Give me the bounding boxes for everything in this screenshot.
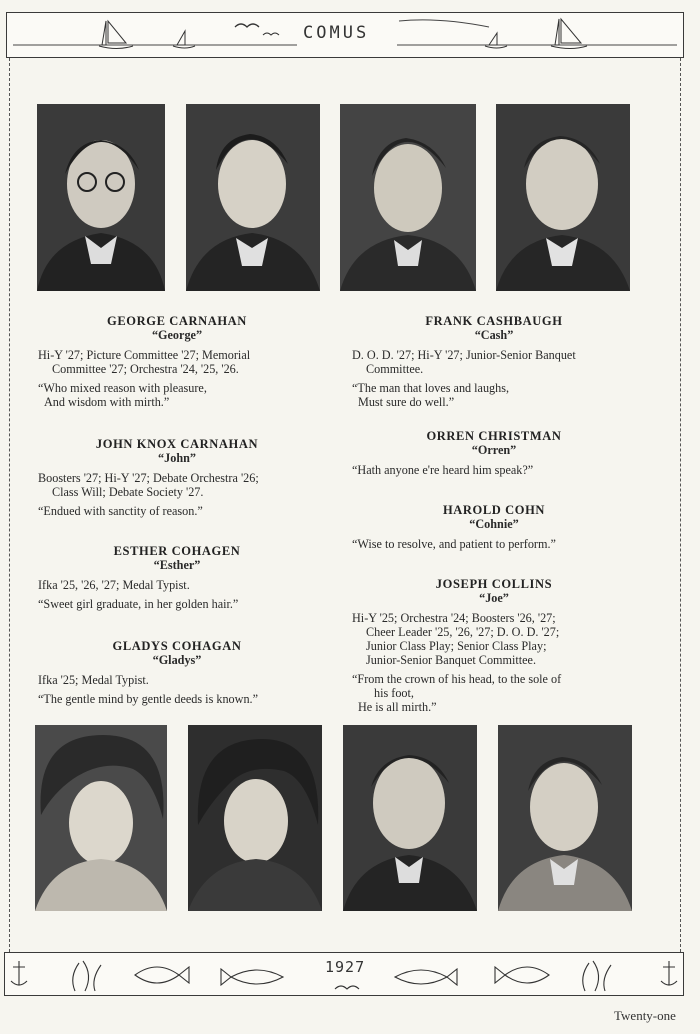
student-quote: “The man that loves and laughs, Must sure do well.”	[352, 381, 510, 409]
student-name: FRANK CASHBAUGH	[425, 314, 563, 328]
student-quote: “The gentle mind by gentle deeds is known.”	[38, 692, 258, 706]
student-activities: Ifka '25; Medal Typist.	[38, 673, 149, 687]
student-entry	[38, 544, 316, 611]
student-entry	[38, 639, 316, 706]
student-name: ESTHER COHAGEN	[113, 544, 241, 558]
student-activities: Boosters '27; Hi-Y '27; Debate Orchestra '26; Class Will; Debate Society '27.	[38, 471, 259, 499]
student-entry	[352, 429, 636, 477]
student-name: JOHN KNOX CARNAHAN	[95, 437, 259, 451]
right-border-dashes	[680, 58, 681, 952]
student-name: ORREN CHRISTMAN	[426, 429, 562, 443]
student-nickname: “John”	[158, 451, 196, 465]
portrait-photo	[340, 104, 476, 291]
student-activities: Ifka '25, '26, '27; Medal Typist.	[38, 578, 190, 592]
portrait-photo	[343, 725, 477, 911]
student-nickname: “Joe”	[479, 591, 509, 605]
student-name: HAROLD COHN	[442, 503, 546, 517]
portrait-photo	[186, 104, 320, 291]
student-nickname: “Cash”	[474, 328, 514, 342]
student-quote: “Sweet girl graduate, in her golden hair.”	[38, 597, 239, 611]
student-quote: “Wise to resolve, and patient to perform.”	[352, 537, 556, 551]
portrait-photo	[496, 104, 630, 291]
student-nickname: “Orren”	[471, 443, 517, 457]
portrait-photo	[498, 725, 632, 911]
student-quote: “From the crown of his head, to the sole of his foot, He is all mirth.”	[352, 672, 562, 714]
student-nickname: “Gladys”	[152, 653, 202, 667]
footer-year: 1927	[325, 958, 366, 976]
portrait-photo	[37, 104, 165, 291]
page-number: Twenty-one	[614, 1008, 676, 1023]
student-entry	[352, 577, 636, 714]
student-quote: “Endued with sanctity of reason.”	[38, 504, 203, 518]
student-entry	[38, 437, 316, 518]
portrait-photo	[35, 725, 167, 911]
portrait-photo	[188, 725, 322, 911]
footer-banner	[4, 952, 684, 996]
student-activities: Hi-Y '25; Orchestra '24; Boosters '26, '27; Cheer Leader '25, '26, '27; D. O. D. '27; Junior Class Play; Senior Class Play; Junior-Senior Banquet Committee.	[352, 611, 560, 667]
student-entry	[352, 314, 636, 409]
student-name: GLADYS COHAGAN	[112, 639, 242, 653]
student-nickname: “Cohnie”	[469, 517, 519, 531]
student-activities: D. O. D. '27; Hi-Y '27; Junior-Senior Banquet Committee.	[352, 348, 576, 376]
student-quote: “Hath anyone e're heard him speak?”	[352, 463, 534, 477]
student-nickname: “George”	[151, 328, 203, 342]
student-activities: Hi-Y '27; Picture Committee '27; Memorial Committee '27; Orchestra '24, '25, '26.	[38, 348, 251, 376]
student-entry	[38, 314, 316, 409]
student-nickname: “Esther”	[153, 558, 201, 572]
student-quote: “Who mixed reason with pleasure, And wisdom with mirth.”	[38, 381, 207, 409]
student-name: GEORGE CARNAHAN	[107, 314, 247, 328]
student-name: JOSEPH COLLINS	[435, 577, 553, 591]
left-border-dashes	[9, 58, 10, 952]
student-entry	[352, 503, 636, 551]
header-title: COMUS	[303, 23, 370, 43]
header-banner	[6, 12, 684, 58]
